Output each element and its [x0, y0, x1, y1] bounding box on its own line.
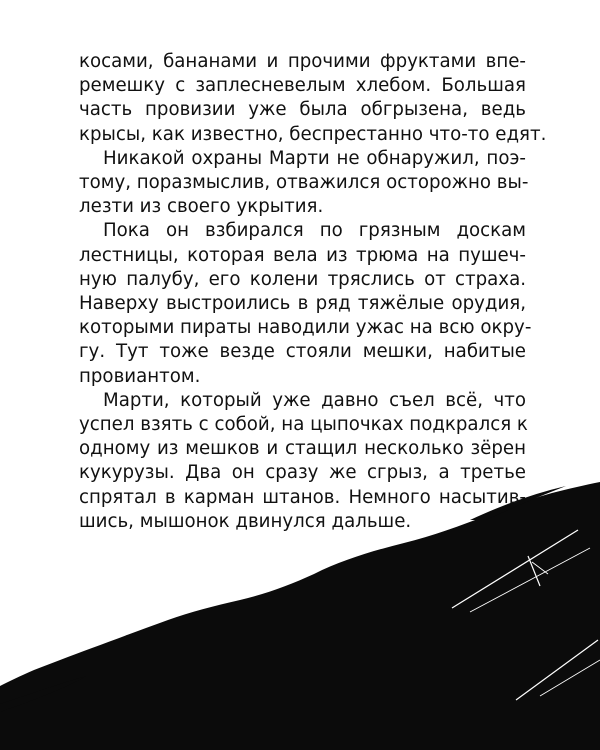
text-line: крысы, как известно, беспрестанно что-то едят. — [79, 123, 547, 145]
text-line: спрятал в карман штанов. Немного насытив- — [79, 486, 526, 508]
text-line: Наверху выстроились в ряд тяжёлые орудия, — [79, 293, 526, 315]
text-line: которыми пираты наводили ужас на всю окру- — [79, 317, 532, 339]
text-line: Пока он взбирался по грязным доскам — [103, 220, 526, 242]
text-line: ную палубу, его колени тряслись от страха. — [79, 268, 526, 290]
text-line: успел взять с собой, на цыпочках подкрался к — [79, 414, 528, 436]
text-line: одному из мешков и стащил несколько зёрен — [79, 438, 526, 460]
text-line: ремешку с заплесневелым хлебом. Большая — [79, 75, 526, 97]
paragraph-2 — [79, 147, 529, 220]
paragraph-4 — [79, 389, 526, 534]
body-text — [79, 50, 547, 534]
text-line: кукурузы. Два он сразу же сгрыз, а третье — [79, 462, 526, 484]
paragraph-1 — [79, 50, 547, 147]
text-line: шись, мышонок двинулся дальше. — [79, 510, 412, 532]
text-line: гу. Тут тоже везде стояли мешки, набитые — [79, 341, 526, 363]
text-line: лестницы, которая вела из трюма на пушеч- — [79, 244, 526, 266]
text-line: часть провизии уже была обгрызена, ведь — [79, 99, 526, 121]
text-line: Никакой охраны Марти не обнаружил, поэ- — [103, 147, 526, 169]
text-line: косами, бананами и прочими фруктами впе- — [79, 51, 526, 72]
text-line: провиантом. — [79, 365, 201, 387]
text-line: Марти, который уже давно съел всё, что — [103, 389, 526, 411]
text-line: лезти из своего укрытия. — [79, 196, 324, 218]
text-line: тому, поразмыслив, отважился осторожно вы- — [79, 172, 529, 194]
paragraph-3 — [79, 219, 532, 388]
